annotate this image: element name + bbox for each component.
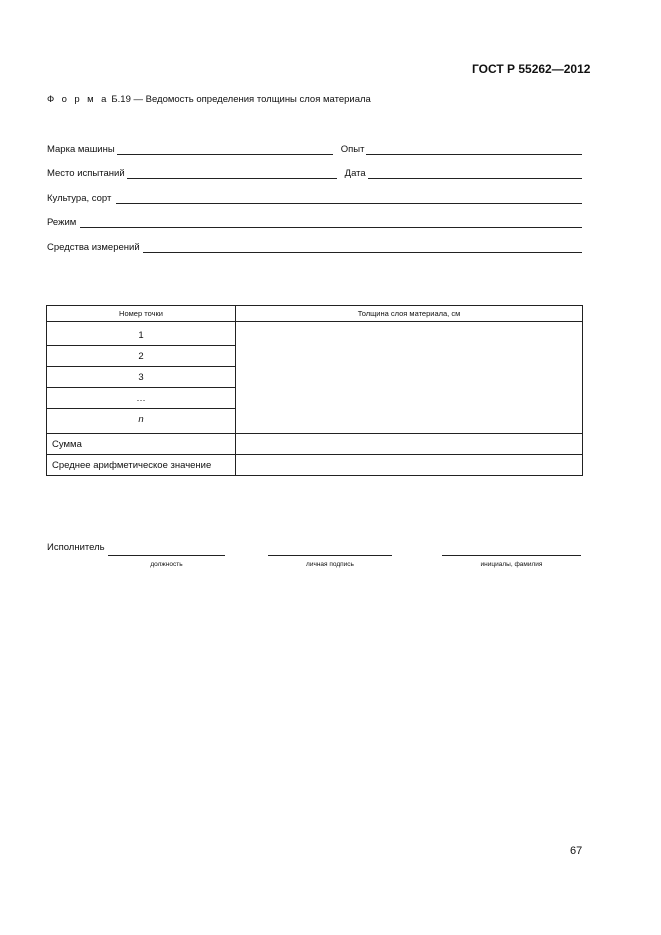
executor-label: Исполнитель — [47, 542, 105, 553]
form-title — [47, 94, 371, 105]
point-number: n — [47, 409, 236, 434]
experiment-input-line[interactable] — [366, 144, 582, 155]
place-label: Место испытаний — [47, 168, 125, 179]
position-caption: должность — [150, 561, 183, 568]
field-row-place — [47, 165, 582, 179]
table-header-row — [47, 306, 583, 322]
crop-label: Культура, сорт — [47, 193, 112, 204]
page-number: 67 — [570, 845, 583, 857]
point-number: … — [47, 388, 236, 409]
mode-input-line[interactable] — [80, 217, 582, 228]
header-thickness: Толщина слоя материала, см — [236, 306, 583, 322]
mean-row — [47, 455, 583, 476]
mean-label: Среднее арифметическое значение — [47, 455, 236, 476]
field-row-mode — [47, 214, 582, 228]
machine-label: Марка машины — [47, 144, 115, 155]
table-row — [47, 322, 583, 346]
thickness-values-cell[interactable] — [236, 322, 583, 434]
tools-input-line[interactable] — [143, 242, 582, 253]
measurement-table — [46, 305, 583, 476]
date-input-line[interactable] — [368, 168, 582, 179]
sum-value-cell[interactable] — [236, 434, 583, 455]
form-title-text: Б.19 — Ведомость определения толщины слоя материала — [111, 94, 371, 105]
position-signature-line[interactable] — [108, 543, 225, 556]
form-prefix: Ф о р м а — [47, 94, 109, 105]
machine-input-line[interactable] — [117, 144, 333, 155]
personal-signature-caption: личная подпись — [306, 561, 354, 568]
name-signature-line[interactable] — [442, 543, 581, 556]
field-row-crop — [47, 190, 582, 204]
sum-row — [47, 434, 583, 455]
mode-label: Режим — [47, 217, 77, 228]
crop-input-line[interactable] — [116, 193, 582, 204]
date-label: Дата — [344, 168, 366, 179]
point-number: 2 — [47, 346, 236, 367]
tools-label: Средства измерений — [47, 242, 140, 253]
field-row-tools — [47, 239, 582, 253]
header-point-number: Номер точки — [47, 306, 236, 322]
field-row-machine — [47, 141, 582, 155]
point-number: 3 — [47, 367, 236, 388]
place-input-line[interactable] — [127, 168, 337, 179]
mean-value-cell[interactable] — [236, 455, 583, 476]
personal-signature-line[interactable] — [268, 543, 392, 556]
experiment-label: Опыт — [340, 144, 365, 155]
point-number: 1 — [47, 322, 236, 346]
name-caption: инициалы, фамилия — [480, 561, 543, 568]
sum-label: Сумма — [47, 434, 236, 455]
standard-number: ГОСТ Р 55262—2012 — [472, 62, 591, 76]
